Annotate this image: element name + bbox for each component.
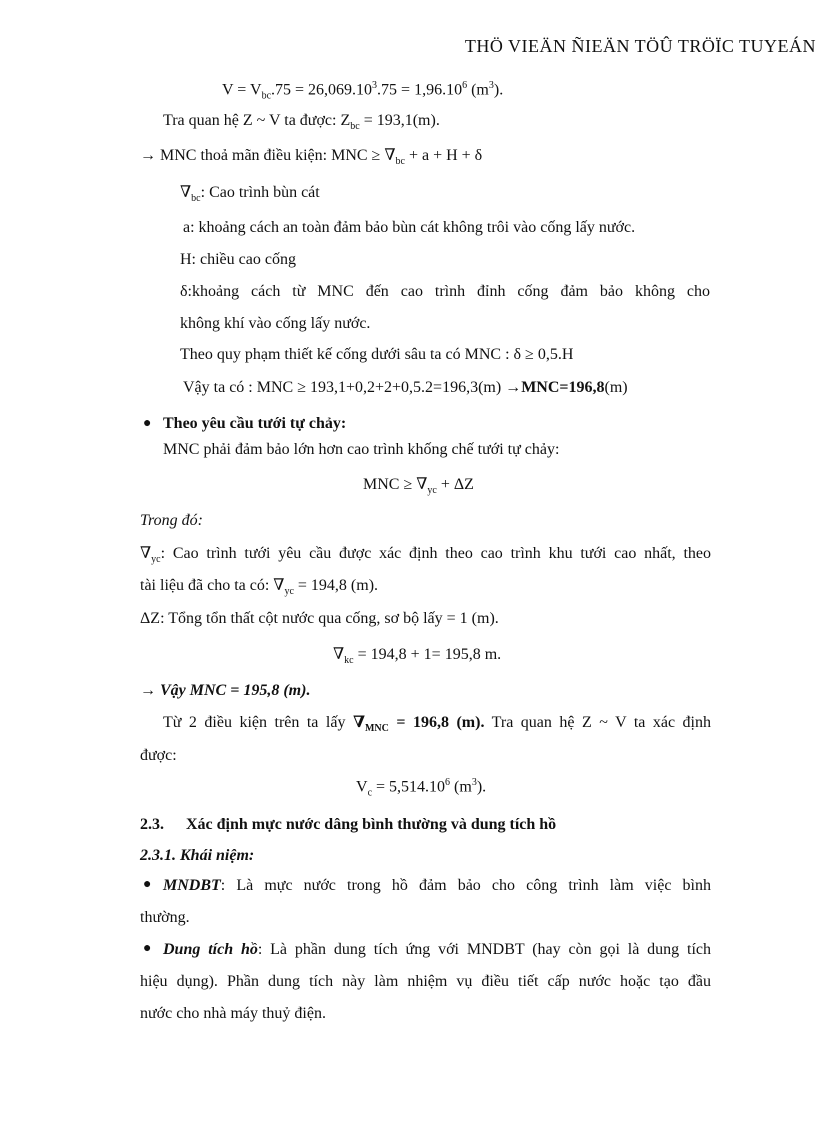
reservoir-capacity-end: nước cho nhà máy thuỷ điện.	[140, 1005, 326, 1022]
definition-delta: δ:khoảng cách từ MNC đến cao trình đỉnh cống đảm bảo không cho	[180, 283, 710, 300]
page-header: THÖ VIEÄN ÑIEÄN TÖÛ TRÖÏC TUYEÁN	[464, 36, 816, 56]
mndbt-definition: MNDBT: Là mực nước trong hồ đảm bảo cho công trình làm việc bình	[163, 877, 711, 894]
where-label: Trong đó:	[140, 512, 203, 529]
subsection-title: 2.3.1. Khái niệm:	[140, 847, 255, 864]
definition-yc: $\nabla_{yc}$: Cao trình tưới yêu cầu được xác định theo cao trình khu tưới cao nhất, theo	[140, 545, 711, 566]
section-heading-gravity-irrigation: Theo yêu cầu tưới tự chảy:	[163, 415, 347, 432]
selection-line: Từ 2 điều kiện trên ta lấy $\nabla_{MNC} = 196,8$ (m). Tra quan hệ Z ~ V ta xác định	[163, 714, 712, 735]
section-title: Xác định mực nước dâng bình thường và dung tích hồ	[186, 816, 557, 833]
zv-relation-line: Tra quan hệ Z ~ V ta được: $Z_{bc} = 193,1(m)$.	[163, 112, 440, 133]
section-number: 2.3.	[140, 816, 164, 833]
mnc-result-line: Vậy ta có : MNC ≥ 193,1+0,2+2+0,5.2=196,3(m) →MNC=196,8(m)	[183, 379, 628, 396]
mndbt-definition-cont: thường.	[140, 909, 190, 926]
mnc-condition-line: → MNC thoả mãn điều kiện: MNC ≥ $\nabla_{bc} + a + H + \delta$	[140, 147, 483, 168]
definition-delta-z: ΔZ: Tổng tổn thất cột nước qua cống, sơ bộ lấy = 1 (m).	[140, 610, 499, 627]
definition-yc-cont: tài liệu đã cho ta có: $\nabla_{yc} = 194,8$ (m).	[140, 577, 379, 598]
definition-bc: $\nabla_{bc}$: Cao trình bùn cát	[180, 184, 320, 205]
definition-a: a: khoảng cách an toàn đảm bảo bùn cát không trôi vào cống lấy nước.	[183, 219, 636, 236]
kc-calculation: $\nabla_{kc} = 194,8 + 1= 195,8$ m.	[333, 646, 502, 667]
mnc-conclusion: → Vậy MNC = 195,8 (m).	[140, 682, 311, 699]
volume-formula: $V = V_{bc}.75 = 26,069.10^3.75 = 1,96.10^6$ $(m^3)$.	[222, 80, 504, 102]
selection-line-cont: được:	[140, 747, 177, 764]
standard-rule-line: Theo quy phạm thiết kế cống dưới sâu ta có MNC : δ ≥ 0,5.H	[180, 346, 574, 363]
requirement-line: MNC phải đảm bảo lớn hơn cao trình khống chế tưới tự chảy:	[163, 441, 560, 458]
definition-delta-cont: không khí vào cống lấy nước.	[180, 315, 371, 332]
bullet-icon: ●	[143, 877, 152, 892]
mnc-inequality: MNC ≥ $\nabla_{yc} + \Delta Z$	[363, 476, 474, 497]
bullet-icon: ●	[143, 941, 152, 956]
bullet-icon: ●	[143, 416, 152, 431]
reservoir-capacity-cont: hiệu dụng). Phần dung tích này làm nhiệm vụ điều tiết cấp nước hoặc tạo đầu	[140, 973, 711, 990]
definition-h: H: chiều cao cống	[180, 251, 296, 268]
reservoir-capacity-definition: Dung tích hồ: Là phần dung tích ứng với MNDBT (hay còn gọi là dung tích	[163, 941, 712, 958]
vc-formula: $V_c = 5,514.10^6$ $(m^3)$.	[356, 777, 487, 799]
